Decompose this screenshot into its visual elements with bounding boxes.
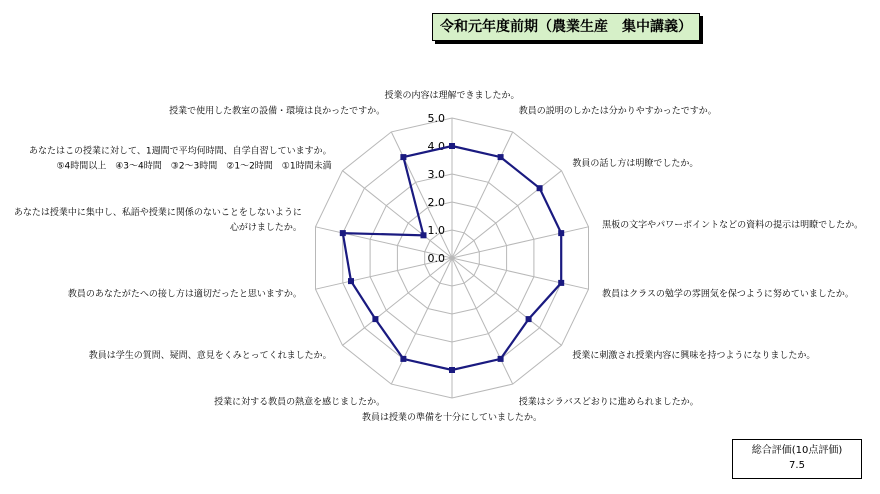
data-point-3 [558, 230, 564, 236]
summary-value: 7.5 [789, 460, 805, 471]
axis-label-8: 授業に対する教員の熱意を感じましたか。 [214, 397, 386, 408]
data-point-5 [526, 316, 532, 322]
axis-label-3: 黒板の文字やパワーポイントなどの資料の提示は明瞭でしたか。 [602, 220, 864, 231]
data-point-2 [537, 185, 543, 191]
axis-label-13: 授業で使用した教室の設備・環境は良かったですか。 [169, 106, 386, 117]
data-point-12 [421, 232, 427, 238]
data-point-9 [372, 316, 378, 322]
tick-label: 2.0 [427, 196, 445, 209]
data-point-1 [498, 154, 504, 160]
axis-label-11: あなたは授業中に集中し、私語や授業に関係のないことをしないように心がけましたか。 [13, 208, 302, 234]
axis-label-2: 教員の話し方は明瞭でしたか。 [572, 159, 699, 169]
data-point-0 [449, 143, 455, 149]
tick-label: 0.0 [427, 252, 445, 265]
data-point-11 [340, 230, 346, 236]
spoke-3 [452, 227, 589, 258]
axis-label-1: 教員の説明のしかたは分かりやすかったですか。 [518, 106, 717, 117]
axis-label-4: 教員はクラスの勉学の雰囲気を保つように努めていましたか。 [602, 289, 854, 300]
spoke-4 [452, 258, 589, 289]
axis-label-5: 授業に刺激され授業内容に興味を持つようになりましたか。 [572, 351, 816, 361]
data-point-4 [558, 280, 564, 286]
axis-label-9: 教員は学生の質問、疑問、意見をくみとってくれましたか。 [88, 351, 332, 361]
tick-label: 3.0 [427, 168, 445, 181]
tick-label: 4.0 [427, 140, 445, 153]
summary-label: 総合評価(10点評価) [751, 445, 843, 456]
radar-tick-labels [428, 112, 446, 265]
axis-label-0: 授業の内容は理解できましたか。 [384, 91, 520, 101]
data-point-8 [400, 356, 406, 362]
axis-label-6: 授業はシラバスどおりに進められましたか。 [518, 397, 699, 408]
chart-title: 令和元年度前期（農業生産 集中講義） [432, 13, 700, 41]
axis-label-7: 教員は授業の準備を十分にしていましたか。 [361, 413, 543, 423]
axis-label-12: あなたはこの授業に対して、1週間で平均何時間、自学自習していますか。 ⑤4時間以上 ④3～4時間 ③2～3時間 ②1～2時間 ①1時間未満 [29, 146, 332, 172]
axis-label-10: 教員のあなたがたへの接し方は適切だったと思いますか。 [67, 289, 302, 300]
tick-label: 1.0 [427, 224, 445, 237]
summary-box [732, 439, 862, 479]
data-point-6 [498, 356, 504, 362]
tick-label: 5.0 [427, 112, 445, 125]
data-point-10 [348, 278, 354, 284]
data-point-7 [449, 367, 455, 373]
data-point-13 [400, 154, 406, 160]
